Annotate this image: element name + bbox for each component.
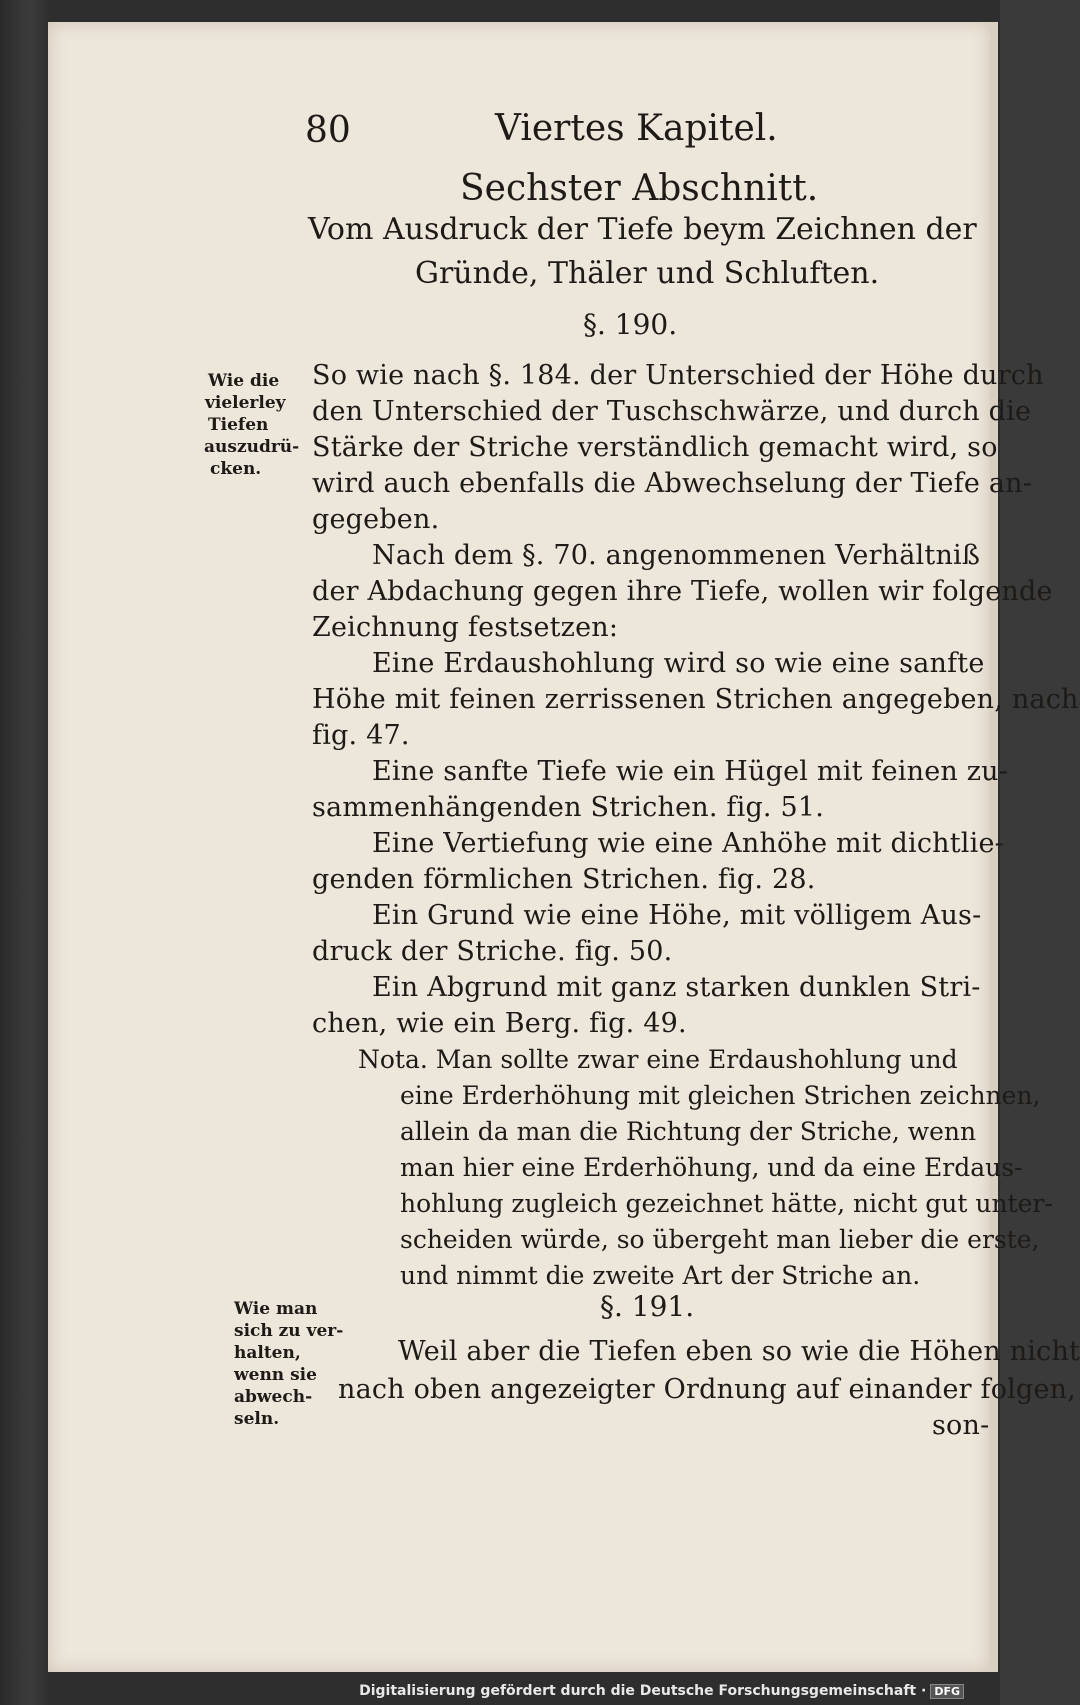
margin-note-line: seln. (234, 1409, 280, 1429)
digitization-credit (359, 1683, 964, 1699)
nota-line: hohlung zugleich gezeichnet hätte, nicht gut unter- (400, 1189, 1053, 1218)
margin-note-line: Wie die (208, 371, 280, 391)
body-line: Ein Grund wie eine Höhe, mit völligem Aus- (372, 900, 982, 931)
margin-note-line: wenn sie (234, 1365, 317, 1385)
section-title: Sechster Abschnitt. (460, 168, 819, 209)
body-line: wird auch ebenfalls die Abwechselung der Tiefe an- (312, 468, 1033, 499)
body-line: Eine sanfte Tiefe wie ein Hügel mit feinen zu- (372, 756, 1009, 787)
margin-note-line: halten, (234, 1343, 301, 1363)
chapter-heading: Viertes Kapitel. (495, 108, 778, 149)
body-line: Nach dem §. 70. angenommenen Verhältniß (372, 540, 981, 571)
credit-text: Digitalisierung gefördert durch die Deutsche Forschungsgemeinschaft · (359, 1683, 927, 1699)
paragraph-mark-190: §. 190. (583, 308, 678, 341)
body-line: fig. 47. (312, 720, 410, 751)
margin-note-line: cken. (210, 459, 262, 479)
nota-line: eine Erderhöhung mit gleichen Strichen zeichnen, (400, 1081, 1041, 1110)
nota-line: scheiden würde, so übergeht man lieber die erste, (400, 1225, 1040, 1254)
section-subtitle-line-1: Vom Ausdruck der Tiefe beym Zeichnen der (308, 212, 977, 247)
body-line: sammenhängenden Strichen. fig. 51. (312, 792, 825, 823)
body-line: druck der Striche. fig. 50. (312, 936, 673, 967)
body-line: Weil aber die Tiefen eben so wie die Höhen nicht (398, 1336, 1080, 1367)
margin-note-line: auszudrü- (204, 437, 300, 457)
paragraph-mark-191: §. 191. (600, 1290, 695, 1323)
body-line: genden förmlichen Strichen. fig. 28. (312, 864, 816, 895)
body-line: Ein Abgrund mit ganz starken dunklen Stri- (372, 972, 981, 1003)
body-line: den Unterschied der Tuschschwärze, und durch die (312, 396, 1032, 427)
margin-note-line: abwech- (234, 1387, 313, 1407)
body-line: Höhe mit feinen zerrissenen Strichen angegeben, nach (312, 684, 1079, 715)
nota-line: man hier eine Erderhöhung, und da eine Erdaus- (400, 1153, 1023, 1182)
margin-note-line: Wie man (234, 1299, 318, 1319)
body-line: Zeichnung festsetzen: (312, 612, 619, 643)
body-line: So wie nach §. 184. der Unterschied der Höhe durch (312, 360, 1044, 391)
body-line: Stärke der Striche verständlich gemacht wird, so (312, 432, 998, 463)
dfg-logo: DFG (930, 1684, 964, 1699)
nota-line: Nota. Man sollte zwar eine Erdaushohlung und (358, 1045, 958, 1074)
margin-note-line: sich zu ver- (234, 1321, 344, 1341)
body-line: der Abdachung gegen ihre Tiefe, wollen wir folgende (312, 576, 1053, 607)
body-line: Eine Vertiefung wie eine Anhöhe mit dichtlie- (372, 828, 1004, 859)
body-line: Eine Erdaushohlung wird so wie eine sanfte (372, 648, 985, 679)
body-line: nach oben angezeigter Ordnung auf einander folgen, (338, 1374, 1077, 1405)
margin-note-line: Tiefen (208, 415, 269, 435)
nota-line: und nimmt die zweite Art der Striche an. (400, 1261, 921, 1290)
body-line: chen, wie ein Berg. fig. 49. (312, 1008, 687, 1039)
section-subtitle-line-2: Gründe, Thäler und Schluften. (415, 256, 880, 291)
body-line: gegeben. (312, 504, 440, 535)
catchword: son- (932, 1410, 990, 1441)
page-number: 80 (305, 110, 351, 151)
nota-line: allein da man die Richtung der Striche, wenn (400, 1117, 977, 1146)
margin-note-line: vielerley (205, 393, 286, 413)
